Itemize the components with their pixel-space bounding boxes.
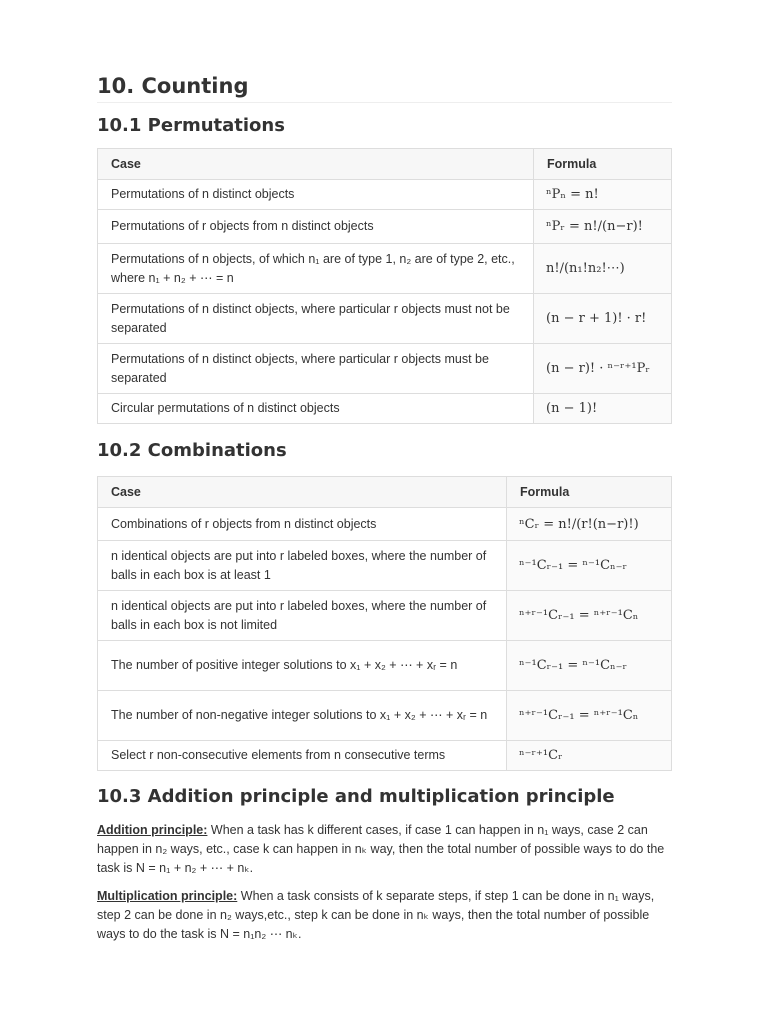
combinations-table: [97, 476, 672, 771]
table-row: [98, 244, 672, 294]
table-row: [98, 508, 672, 541]
addition-principle-label: Addition principle:: [97, 823, 208, 837]
formula-header: Formula: [507, 477, 672, 508]
permutations-table: [97, 148, 672, 424]
table-row: [98, 344, 672, 394]
formula-cell: ⁿPᵣ = n!/(n−r)!: [534, 210, 672, 244]
formula-header: Formula: [534, 149, 672, 180]
table-header-row: [98, 477, 672, 508]
case-cell: Permutations of n distinct objects: [98, 180, 534, 210]
formula-cell: (n − r)! · ⁿ⁻ʳ⁺¹Pᵣ: [534, 344, 672, 394]
formula-cell: ⁿ⁺ʳ⁻¹Cᵣ₋₁ = ⁿ⁺ʳ⁻¹Cₙ: [507, 591, 672, 641]
case-cell: Permutations of n distinct objects, where particular r objects must be separated: [98, 344, 534, 394]
table-row: [98, 180, 672, 210]
formula-cell: ⁿ⁺ʳ⁻¹Cᵣ₋₁ = ⁿ⁺ʳ⁻¹Cₙ: [507, 691, 672, 741]
table-row: [98, 541, 672, 591]
multiplication-principle-label: Multiplication principle:: [97, 889, 238, 903]
case-cell: n identical objects are put into r labeled boxes, where the number of balls in each box is not limited: [98, 591, 507, 641]
addition-principle-paragraph: [97, 821, 672, 878]
table-row: [98, 394, 672, 424]
table-row: [98, 210, 672, 244]
case-header: Case: [98, 149, 534, 180]
case-cell: Circular permutations of n distinct objects: [98, 394, 534, 424]
table-row: [98, 294, 672, 344]
formula-cell: n!/(n₁!n₂!⋯): [534, 244, 672, 294]
addition-principle-text: When a task has k different cases, if case 1 can happen in n₁ ways, case 2 can happen in n₂ ways, etc., case k can happen in nₖ way, then the total number of possible ways to do the task is N = n₁ + n₂ + ⋯ + nₖ.: [97, 823, 665, 875]
case-cell: The number of non-negative integer solutions to x₁ + x₂ + ⋯ + xᵣ = n: [98, 691, 507, 741]
formula-cell: ⁿ⁻¹Cᵣ₋₁ = ⁿ⁻¹Cₙ₋ᵣ: [507, 641, 672, 691]
case-header: Case: [98, 477, 507, 508]
formula-cell: ⁿCᵣ = n!/(r!(n−r)!): [507, 508, 672, 541]
combinations-heading: 10.2 Combinations: [97, 440, 287, 461]
table-row: [98, 641, 672, 691]
table-row: [98, 691, 672, 741]
table-row: [98, 591, 672, 641]
multiplication-principle-paragraph: [97, 887, 672, 944]
case-cell: n identical objects are put into r labeled boxes, where the number of balls in each box is at least 1: [98, 541, 507, 591]
case-cell: Permutations of n distinct objects, where particular r objects must not be separated: [98, 294, 534, 344]
table-header-row: [98, 149, 672, 180]
case-cell: The number of positive integer solutions to x₁ + x₂ + ⋯ + xᵣ = n: [98, 641, 507, 691]
formula-cell: ⁿPₙ = n!: [534, 180, 672, 210]
formula-cell: ⁿ⁻¹Cᵣ₋₁ = ⁿ⁻¹Cₙ₋ᵣ: [507, 541, 672, 591]
table-row: [98, 741, 672, 771]
article-content: [97, 74, 672, 944]
permutations-heading: 10.1 Permutations: [97, 115, 285, 136]
principles-heading: 10.3 Addition principle and multiplication principle: [97, 786, 615, 807]
formula-cell: ⁿ⁻ʳ⁺¹Cᵣ: [507, 741, 672, 771]
case-cell: Permutations of r objects from n distinct objects: [98, 210, 534, 244]
formula-cell: (n − 1)!: [534, 394, 672, 424]
case-cell: Permutations of n objects, of which n₁ are of type 1, n₂ are of type 2, etc., where n₁ + n₂ + ⋯ = n: [98, 244, 534, 294]
formula-cell: (n − r + 1)! · r!: [534, 294, 672, 344]
page-title: 10. Counting: [97, 74, 672, 103]
case-cell: Select r non-consecutive elements from n consecutive terms: [98, 741, 507, 771]
multiplication-principle-text: When a task consists of k separate steps, if step 1 can be done in n₁ ways, step 2 can be done in n₂ ways,etc., step k can be done in nₖ ways, then the total number of possible ways to do the task is N = n₁n₂ ⋯ nₖ.: [97, 889, 655, 941]
case-cell: Combinations of r objects from n distinct objects: [98, 508, 507, 541]
